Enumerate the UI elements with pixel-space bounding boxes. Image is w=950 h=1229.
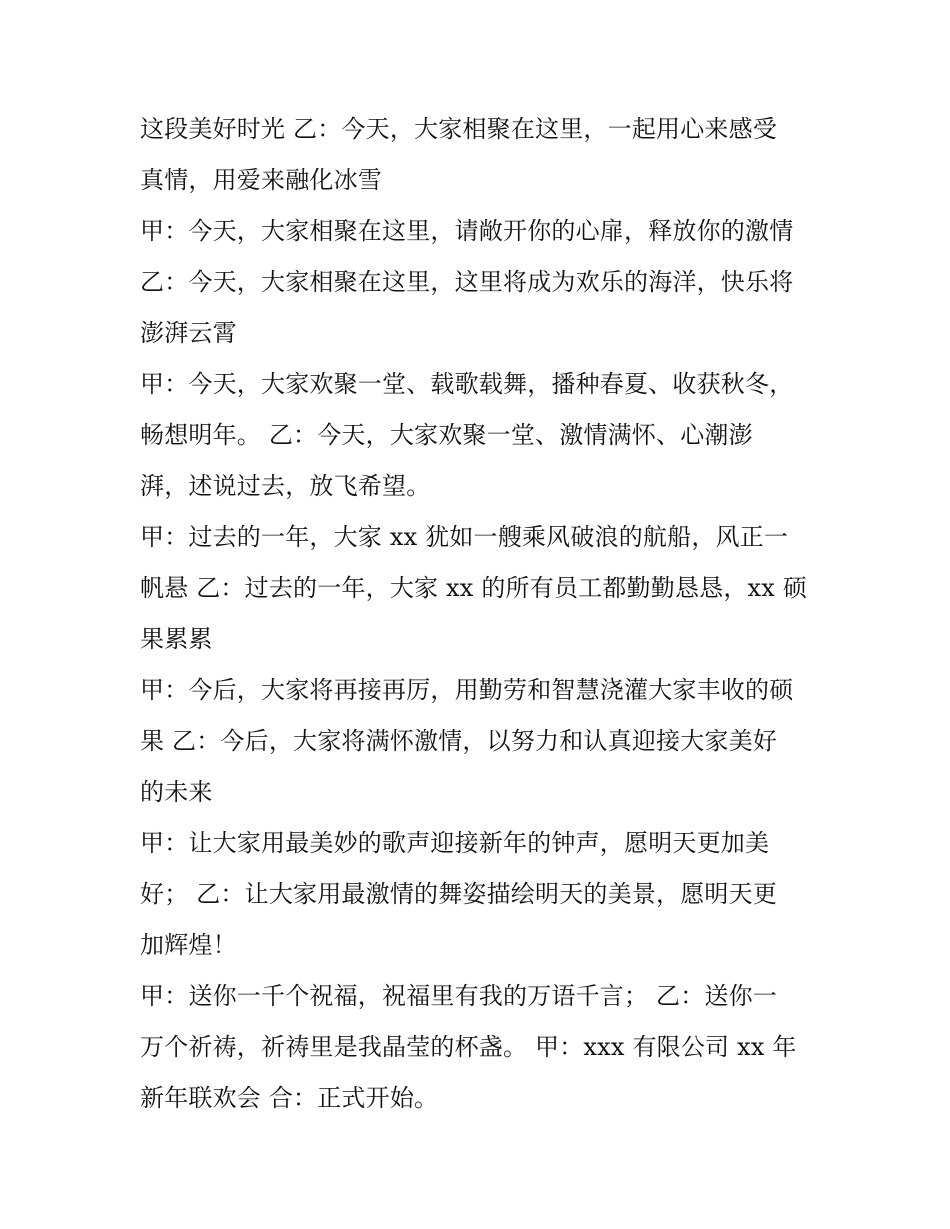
text-line: 乙：今天，大家相聚在这里，这里将成为欢乐的海洋，快乐将 xyxy=(140,268,794,296)
text-line: 甲：过去的一年，大家 xx 犹如一艘乘风破浪的航船，风正一 xyxy=(140,523,789,551)
text-line: 甲：今天，大家欢聚一堂、载歌载舞，播种春夏、收获秋冬， xyxy=(140,370,794,398)
text-line: 加辉煌！ xyxy=(140,931,237,959)
text-line: 帆悬 乙：过去的一年，大家 xx 的所有员工都勤勤恳恳，xx 硕 xyxy=(140,574,808,602)
text-line: 的未来 xyxy=(140,778,213,806)
text-line: 好； 乙：让大家用最激情的舞姿描绘明天的美景，愿明天更 xyxy=(140,880,778,908)
text-line: 畅想明年。 乙：今天，大家欢聚一堂、激情满怀、心潮澎 xyxy=(140,421,753,449)
text-line: 澎湃云霄 xyxy=(140,319,237,347)
text-line: 新年联欢会 合：正式开始。 xyxy=(140,1084,439,1112)
text-line: 真情，用爱来融化冰雪 xyxy=(140,166,382,194)
text-line: 果累累 xyxy=(140,625,213,653)
text-line: 甲：今后，大家将再接再厉，用勤劳和智慧浇灌大家丰收的硕 xyxy=(140,676,794,704)
text-line: 果 乙：今后，大家将满怀激情，以努力和认真迎接大家美好 xyxy=(140,727,778,755)
text-line: 万个祈祷，祈祷里是我晶莹的杯盏。 甲：xxx 有限公司 xx 年 xyxy=(140,1033,797,1061)
script-text xyxy=(140,104,830,1124)
text-line: 这段美好时光 乙：今天，大家相聚在这里，一起用心来感受 xyxy=(140,115,778,143)
text-line: 甲：今天，大家相聚在这里，请敞开你的心扉，释放你的激情 xyxy=(140,217,794,245)
text-line: 甲：让大家用最美妙的歌声迎接新年的钟声，愿明天更加美 xyxy=(140,829,770,857)
text-line: 湃，述说过去，放飞希望。 xyxy=(140,472,431,500)
text-line: 甲：送你一千个祝福，祝福里有我的万语千言； 乙：送你一 xyxy=(140,982,778,1010)
